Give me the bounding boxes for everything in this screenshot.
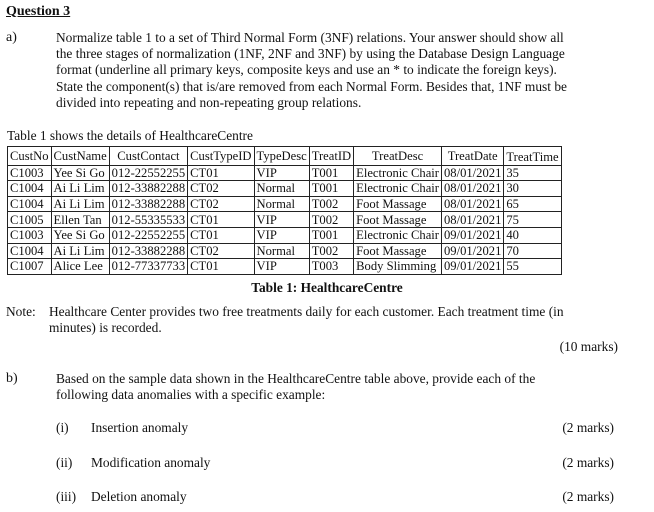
- item-text: Deletion anomaly: [91, 489, 187, 504]
- table-cell: 012-22552255: [109, 227, 187, 243]
- table-body: [8, 165, 562, 274]
- table-cell: C1005: [8, 212, 52, 228]
- column-header: TypeDesc: [254, 147, 309, 166]
- table-cell: CT01: [188, 227, 254, 243]
- table-row: [8, 259, 562, 275]
- table-cell: 09/01/2021: [442, 227, 504, 243]
- table-cell: 75: [504, 212, 561, 228]
- table-cell: Ai Li Lim: [51, 181, 109, 197]
- table-cell: Foot Massage: [354, 243, 442, 259]
- table-row: [8, 196, 562, 212]
- table-row: [8, 212, 562, 228]
- table-cell: T003: [309, 259, 353, 275]
- table-cell: C1004: [8, 181, 52, 197]
- table-cell: 08/01/2021: [442, 196, 504, 212]
- table-cell: T001: [309, 165, 353, 181]
- column-header: CustTypeID: [188, 147, 254, 166]
- table-row: [8, 243, 562, 259]
- note-label: Note:: [6, 304, 36, 319]
- table-cell: Alice Lee: [51, 259, 109, 275]
- question-title: Question 3: [6, 4, 71, 19]
- note-text: [49, 304, 619, 336]
- table-cell: 35: [504, 165, 561, 181]
- item-text: Modification anomaly: [91, 455, 211, 470]
- part-b-text: [56, 371, 616, 403]
- part-a-line: the three stages of normalization (1NF, 2NF and 3NF) by using the Database Design Language: [56, 46, 565, 62]
- table-cell: T001: [309, 227, 353, 243]
- table-cell: 08/01/2021: [442, 181, 504, 197]
- table-cell: Ellen Tan: [51, 212, 109, 228]
- table-row: [8, 181, 562, 197]
- note-line: minutes) is recorded.: [49, 320, 162, 336]
- table-cell: 012-55335533: [109, 212, 187, 228]
- part-b-line: following data anomalies with a specific example:: [56, 387, 326, 403]
- table-cell: Yee Si Go: [51, 165, 109, 181]
- table-cell: Electronic Chair: [354, 181, 442, 197]
- item-marks: (2 marks): [562, 489, 614, 504]
- table-cell: C1004: [8, 196, 52, 212]
- table-cell: Foot Massage: [354, 196, 442, 212]
- table-cell: Body Slimming: [354, 259, 442, 275]
- table-cell: 012-33882288: [109, 196, 187, 212]
- column-header: CustNo: [8, 147, 52, 166]
- column-header: TreatTime: [504, 147, 561, 166]
- table-cell: T002: [309, 243, 353, 259]
- table-cell: VIP: [254, 259, 309, 275]
- table-cell: 012-33882288: [109, 243, 187, 259]
- table-title: Table 1: HealthcareCentre: [251, 280, 403, 295]
- healthcare-table: [7, 146, 562, 275]
- table-cell: Ai Li Lim: [51, 196, 109, 212]
- table-cell: 65: [504, 196, 561, 212]
- column-header: TreatDesc: [354, 147, 442, 166]
- table-cell: T001: [309, 181, 353, 197]
- table-caption: Table 1 shows the details of HealthcareCentre: [7, 128, 253, 143]
- item-number: (i): [56, 420, 69, 435]
- table-row: [8, 165, 562, 181]
- table-cell: 012-77337733: [109, 259, 187, 275]
- item-marks: (2 marks): [562, 455, 614, 470]
- table-cell: T002: [309, 196, 353, 212]
- part-b-line: Based on the sample data shown in the HealthcareCentre table above, provide each of the: [56, 371, 536, 386]
- item-number: (ii): [56, 455, 73, 470]
- table-cell: T002: [309, 212, 353, 228]
- item-text: Insertion anomaly: [91, 420, 189, 435]
- table-cell: 30: [504, 181, 561, 197]
- table-cell: 012-22552255: [109, 165, 187, 181]
- table-cell: CT02: [188, 196, 254, 212]
- table-cell: Electronic Chair: [354, 165, 442, 181]
- part-b-label: b): [6, 371, 18, 386]
- table-cell: C1003: [8, 165, 52, 181]
- table-cell: CT02: [188, 243, 254, 259]
- item-number: (iii): [56, 489, 77, 504]
- table-cell: Normal: [254, 196, 309, 212]
- table-cell: Ai Li Lim: [51, 243, 109, 259]
- part-a-text: [56, 30, 612, 111]
- part-a-line: divided into repeating and non-repeating group relations.: [56, 94, 362, 110]
- table-cell: 70: [504, 243, 561, 259]
- column-header: CustName: [51, 147, 109, 166]
- table-row: [8, 227, 562, 243]
- table-cell: 55: [504, 259, 561, 275]
- column-header: TreatDate: [442, 147, 504, 166]
- part-a-line: State the component(s) that is/are removed from each Normal Form. Besides that, 1NF must be: [56, 78, 567, 94]
- table-cell: Normal: [254, 243, 309, 259]
- table-cell: 40: [504, 227, 561, 243]
- note-line: Healthcare Center provides two free treatments daily for each customer. Each treatment time (in: [49, 304, 564, 319]
- part-a-line: Normalize table 1 to a set of Third Normal Form (3NF) relations. Your answer should show all: [56, 30, 564, 45]
- table-cell: VIP: [254, 165, 309, 181]
- table-cell: C1003: [8, 227, 52, 243]
- item-marks: (2 marks): [562, 420, 614, 435]
- table-cell: CT01: [188, 259, 254, 275]
- column-header: CustContact: [109, 147, 187, 166]
- table-header-row: [8, 147, 562, 166]
- column-header: TreatID: [309, 147, 353, 166]
- table-cell: CT01: [188, 165, 254, 181]
- table-cell: C1007: [8, 259, 52, 275]
- table-cell: VIP: [254, 212, 309, 228]
- table-cell: Yee Si Go: [51, 227, 109, 243]
- table-cell: Normal: [254, 181, 309, 197]
- table-cell: VIP: [254, 227, 309, 243]
- table-cell: CT01: [188, 212, 254, 228]
- part-a-marks: (10 marks): [559, 339, 618, 354]
- table-cell: 09/01/2021: [442, 243, 504, 259]
- part-a-label: a): [6, 30, 17, 45]
- table-cell: 09/01/2021: [442, 259, 504, 275]
- table-cell: CT02: [188, 181, 254, 197]
- table-cell: 012-33882288: [109, 181, 187, 197]
- table-cell: 08/01/2021: [442, 165, 504, 181]
- table-cell: 08/01/2021: [442, 212, 504, 228]
- part-a-line: format (underline all primary keys, composite keys and use an * to indicate the foreign keys).: [56, 62, 557, 78]
- table-cell: C1004: [8, 243, 52, 259]
- table-cell: Electronic Chair: [354, 227, 442, 243]
- table-cell: Foot Massage: [354, 212, 442, 228]
